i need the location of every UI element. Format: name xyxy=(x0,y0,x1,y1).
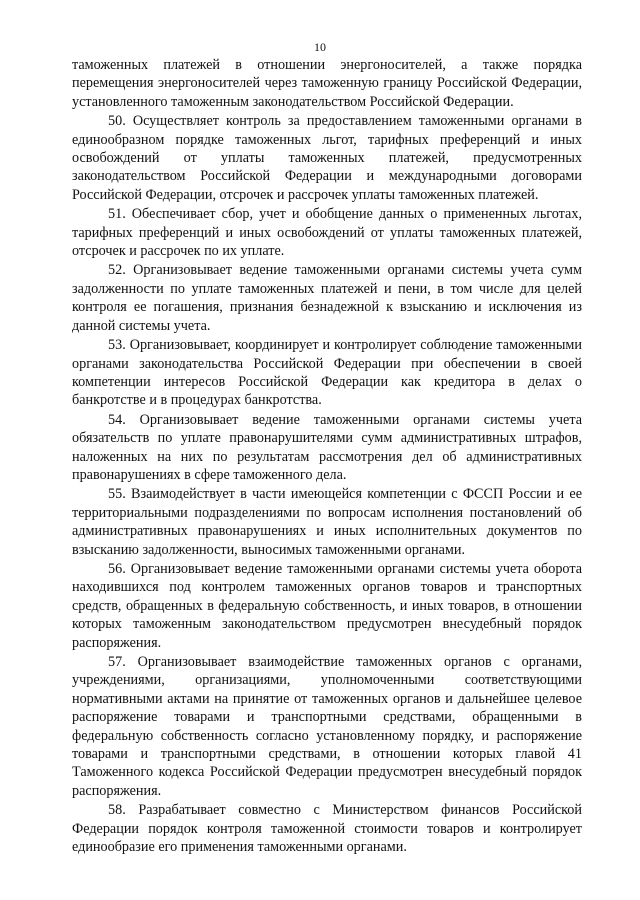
paragraph-53: 53. Организовывает, координирует и контролирует соблюдение таможенными органами законодательства Российской Федерации при обеспечении в своей компетенции интересов Российской Федерации как кредитора в делах о банкротстве и в процедурах банкротства. xyxy=(72,337,582,409)
paragraph-58: 58. Разрабатывает совместно с Министерством финансов Российской Федерации порядок контроля таможенной стоимости товаров и контролирует единообразие его применения таможенными органами. xyxy=(72,802,582,856)
page-number: 10 xyxy=(314,40,326,54)
paragraph-51: 51. Обеспечивает сбор, учет и обобщение данных о примененных льготах, тарифных преференций и иных освобождений от уплаты таможенных платежей, отсрочек и рассрочек по их уплате. xyxy=(72,206,582,260)
paragraph-55: 55. Взаимодействует в части имеющейся компетенции с ФССП России и ее территориальными подразделениями по вопросам исполнения постановлений об административных правонарушениях и иных исполнительных документов по взысканию задолженности, выносимых таможенными органами. xyxy=(72,486,582,558)
paragraph-52: 52. Организовывает ведение таможенными органами системы учета сумм задолженности по уплате таможенных платежей и пени, в том числе для целей контроля ее погашения, признания безнадежной к взысканию и исключения из данной системы учета. xyxy=(72,262,582,334)
paragraph-54: 54. Организовывает ведение таможенными органами системы учета обязательств по уплате правонарушителями сумм административных штрафов, наложенных на них по результатам рассмотрения дел об административных правонарушениях в сфере таможенного дела. xyxy=(72,411,582,483)
paragraph-50: 50. Осуществляет контроль за предоставлением таможенными органами в единообразном порядке таможенных льгот, тарифных преференций и иных освобождений от уплаты таможенных платежей, предусмотренных законодательством Российской Федерации и международными договорами Российской Федерации, отсрочек и рассрочек уплаты таможенных платежей. xyxy=(72,113,582,203)
paragraph-49-continuation: таможенных платежей в отношении энергоносителей, а также порядка перемещения энергоносителей через таможенную границу Российской Федерации, установленного таможенным законодательством Российской Федерации. xyxy=(72,57,582,110)
paragraph-57: 57. Организовывает взаимодействие таможенных органов с органами, учреждениями, организациями, уполномоченными соответствующими нормативными актами на принятие от таможенных органов и дальнейшее целевое распоряжение товарами и транспортными средствами, обращенными в федеральную собственность согласно установленному порядку, и распоряжение товарами и транспортными средствами, в отношении которых главой 41 Таможенного кодекса Российской Федерации предусмотрен внесудебный порядок распоряжения. xyxy=(72,654,582,799)
document-body xyxy=(72,56,582,856)
paragraph-56: 56. Организовывает ведение таможенными органами системы учета оборота находившихся под контролем таможенных органов товаров и транспортных средств, обращенных в федеральную собственность, и иных товаров, в отношении которых таможенным законодательством предусмотрен внесудебный порядок распоряжения. xyxy=(72,560,582,651)
